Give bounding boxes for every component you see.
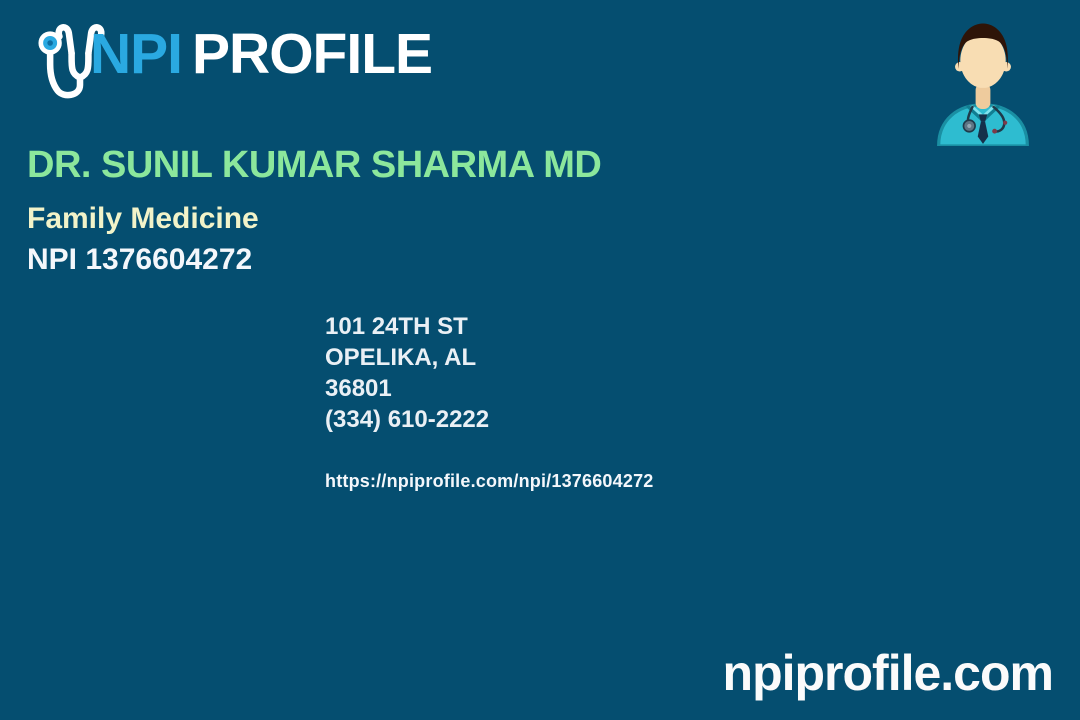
npi-number: NPI 1376604272 <box>27 243 253 276</box>
doctor-name: DR. SUNIL KUMAR SHARMA MD <box>27 144 602 186</box>
footer-brand: npiprofile.com <box>722 645 1053 701</box>
logo-wordmark <box>90 22 433 86</box>
doctor-avatar <box>930 14 1036 146</box>
phone-number: (334) 610-2222 <box>325 406 490 433</box>
logo-text-npi: NPI <box>90 22 183 86</box>
address-line-zip: 36801 <box>325 375 392 402</box>
address-block <box>325 311 489 435</box>
address-line-city-state: OPELIKA, AL <box>325 344 477 371</box>
profile-url: https://npiprofile.com/npi/1376604272 <box>325 471 654 491</box>
logo-text-profile: PROFILE <box>192 22 433 86</box>
address-line-street: 101 24TH ST <box>325 313 468 340</box>
taxonomy-specialty: Family Medicine <box>27 202 259 235</box>
